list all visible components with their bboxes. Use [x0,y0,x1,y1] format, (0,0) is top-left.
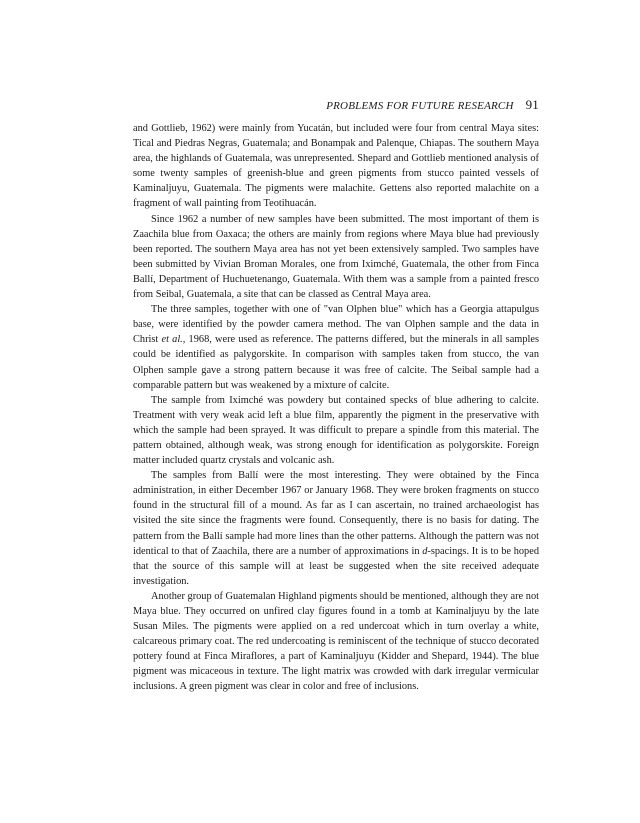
running-head-title: PROBLEMS FOR FUTURE RESEARCH [326,100,514,112]
paragraph-5-emphasis: d [422,545,428,557]
paragraph-3-text-a: The three samples, together with one of "van Olphen blue" which has a Georgia attapulgus base, were identified by the powder camera method. The van Olphen sample and the data in Christ [133,304,539,346]
paragraph-2: Since 1962 a number of new samples have been submitted. The most important of them is Zaachila blue from Oaxaca; the others are mainly from regions where Maya blue had previously been reported. The southern Maya area has not yet been extensively sampled. Two samples have been submitted by Vivian Broman Morales, one from Iximché, Guatemala, the other from Finca Ballí, Department of Huchuetenango, Guatemala. With them was a sample from a painted fresco from Seibal, Guatemala, a site that can be classed as Central Maya area. [133,213,539,301]
paragraph-3-text-b: , 1968, were used as reference. The patterns differed, but the minerals in all samples could be identified as palygorskite. In comparison with samples taken from stucco, the van Olphen sample gave a strong pattern because it was free of calcite. The Seibal sample had a comparable pattern but was weakened by a mixture of calcite. [133,334,540,391]
paragraph-1: and Gottlieb, 1962) were mainly from Yucatán, but included were four from central Maya sites: Tical and Piedras Negras, Guatemala; and Bonampak and Palenque, Chiapas. The southern Maya area, the highlands of Guatemala, was unrepresented. Shepard and Gottlieb mentioned analysis of some twenty samples of greenish-blue and green pigments from stucco painted vessels of Kaminaljuyu, Guatemala. The pigments were malachite. Gettens also reported malachite on a fragment of wall painting from Teotihuacán. [133,123,539,210]
running-head [133,98,539,113]
paragraph-3 [133,302,539,393]
paragraph-5-text-b: -spacings. It is to be hoped that the source of this sample will at least be suggested when the site received adequate investigation. [133,545,539,587]
paragraph-6: Another group of Guatemalan Highland pigments should be mentioned, although they are not Maya blue. They occurred on unfired clay figures found in a tomb at Kaminaljuyu by the late Susan Miles. The pigments were applied on a red undercoat which in turn overlay a white, calcareous primary coat. The red undercoating is reminiscent of the technique of stucco decorated pottery found at Finca Miraflores, a part of Kaminaljuyu (Kidder and Shepard, 1944). The blue pigment was micaceous in texture. The light matrix was crowded with dark irregular vermicular inclusions. A green pigment was clear in color and free of inclusions. [133,590,539,693]
paragraph-3-emphasis: et al. [161,334,183,346]
body-text [133,121,539,695]
paragraph-5-text-a: The samples from Ballí were the most interesting. They were obtained by the Finca administration, in either December 1967 or January 1968. They were broken fragments on stucco found in the structural fill of a mound. As far as I can ascertain, no trained archaeologist has visited the site since the fragments were found. Consequently, there is no basis for dating. The pattern from the Ballí sample had more lines than the other patterns. Although the pattern was not identical to that of Zaachila, there are a number of approximations in [133,470,539,557]
page-number: 91 [525,97,539,112]
paragraph-4: The sample from Iximché was powdery but contained specks of blue adhering to calcite. Treatment with very weak acid left a blue film, apparently the pigment in the preservative with which the sample had been sprayed. It was difficult to prepare a spindle from this material. The pattern obtained, although weak, was strong enough for identification as polygorskite. Foreign matter included quartz crystals and volcanic ash. [133,394,539,467]
paragraph-5 [133,468,539,589]
